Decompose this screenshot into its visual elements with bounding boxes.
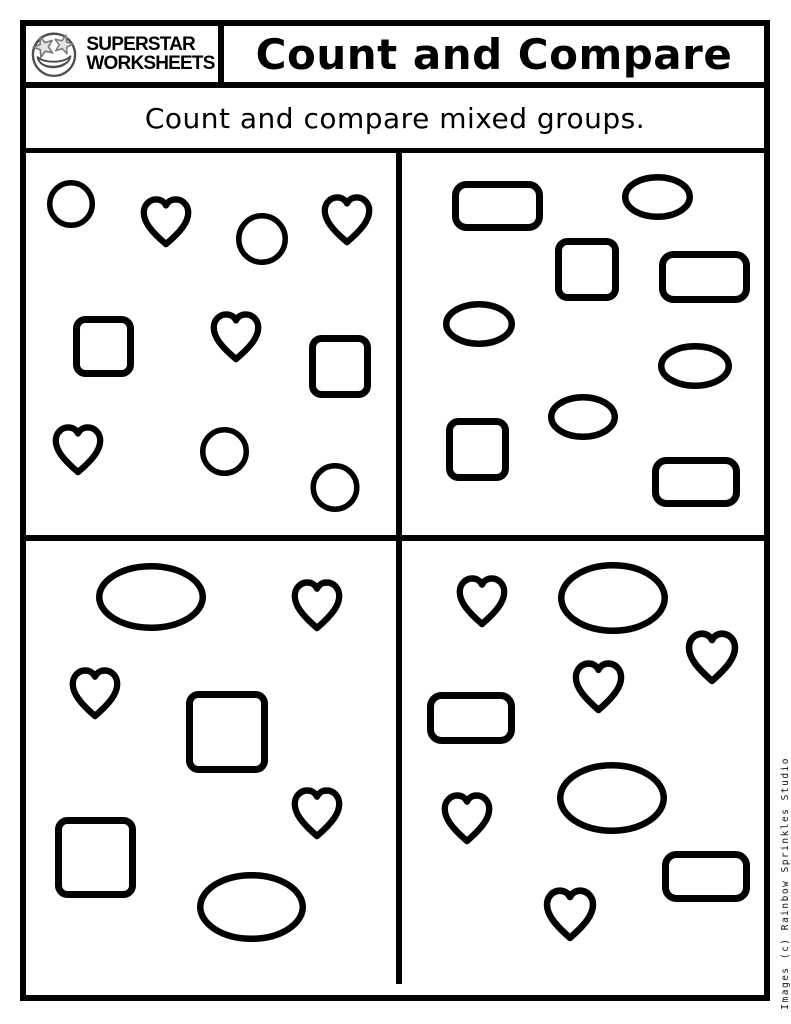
square-shape xyxy=(186,691,268,773)
square-shape xyxy=(446,418,509,481)
quadrant-bottom-right xyxy=(402,541,764,984)
heart-shape xyxy=(66,665,124,721)
instruction-bar xyxy=(26,88,764,153)
circle-shape xyxy=(200,427,249,476)
heart-shape xyxy=(288,577,346,633)
oval-shape xyxy=(658,343,732,389)
superstar-smiley-star-face-icon xyxy=(29,29,79,79)
oval-shape xyxy=(443,301,515,347)
worksheet-frame xyxy=(20,20,770,1001)
circle-shape xyxy=(236,213,288,265)
rectangle-shape xyxy=(662,851,750,902)
rectangle-shape xyxy=(652,457,740,507)
worksheet-grid xyxy=(26,153,764,984)
credit-text: Images (c) Rainbow Sprinkles Studio xyxy=(780,757,791,1010)
square-shape xyxy=(555,238,619,301)
heart-shape xyxy=(453,573,511,629)
oval-shape xyxy=(197,872,306,942)
quadrant-top-right xyxy=(402,153,764,541)
oval-shape xyxy=(622,174,693,220)
square-shape xyxy=(73,316,134,377)
brand-logo xyxy=(26,26,224,82)
brand-line1: SUPERSTAR xyxy=(86,34,195,55)
oval-shape xyxy=(557,762,667,834)
heart-shape xyxy=(540,885,600,943)
rectangle-shape xyxy=(427,692,515,744)
rectangle-shape xyxy=(659,251,750,303)
header-bar xyxy=(26,26,764,88)
heart-shape xyxy=(569,658,628,715)
rectangle-shape xyxy=(452,181,543,231)
circle-shape xyxy=(310,463,360,512)
oval-shape xyxy=(548,394,618,440)
heart-shape xyxy=(318,192,376,247)
square-shape xyxy=(309,335,371,398)
brand-wordmark xyxy=(86,35,214,73)
heart-shape xyxy=(682,628,742,686)
heart-shape xyxy=(288,785,346,841)
oval-shape xyxy=(96,563,206,631)
quadrant-bottom-left xyxy=(26,541,402,984)
heart-shape xyxy=(49,422,107,477)
heart-shape xyxy=(438,790,496,846)
title-cell xyxy=(224,26,764,82)
heart-shape xyxy=(137,194,195,249)
instruction-text: Count and compare mixed groups. xyxy=(144,101,646,135)
brand-line2: WORKSHEETS xyxy=(86,53,215,74)
square-shape xyxy=(55,817,136,898)
quadrant-top-left xyxy=(26,153,402,541)
oval-shape xyxy=(558,562,668,634)
heart-shape xyxy=(207,309,265,364)
page-title: Count and Compare xyxy=(255,29,733,79)
circle-shape xyxy=(47,180,95,228)
